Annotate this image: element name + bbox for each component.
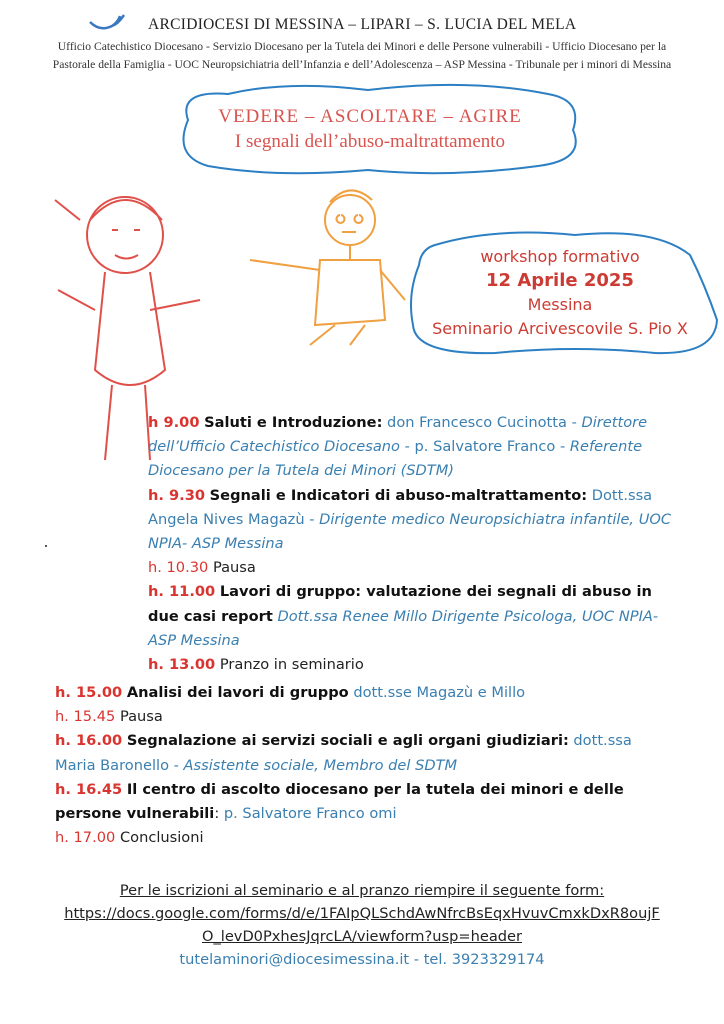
item-time: h 9.00 xyxy=(148,414,200,431)
program-afternoon xyxy=(55,681,665,850)
contact-info[interactable]: tutelaminori@diocesimessina.it - tel. 3923329174 xyxy=(179,951,545,968)
item-time: h. 17.00 xyxy=(55,829,116,847)
workshop-date: 12 Aprile 2025 xyxy=(486,270,634,291)
item-speaker: - p. Salvatore Franco - xyxy=(400,438,570,456)
item-time: h. 16.45 xyxy=(55,780,123,798)
item-time: h. 9.30 xyxy=(148,486,206,504)
program-item xyxy=(148,580,678,653)
item-text: Pausa xyxy=(208,559,256,577)
item-title: Il centro di ascolto diocesano per la tutela dei minori e delle persone vulnerabili xyxy=(55,780,624,823)
program-item xyxy=(55,826,665,850)
item-role: Direttore dell’Ufficio Catechistico Diocesano xyxy=(148,414,648,456)
item-text: Pausa xyxy=(115,708,163,726)
offices-line-1: Ufficio Catechistico Diocesano - Servizio Diocesano per la Tutela dei Minori e delle Persone vulnerabili - Ufficio Diocesano per la xyxy=(57,40,667,53)
program-item xyxy=(148,653,678,677)
item-title: Saluti e Introduzione: xyxy=(204,414,383,431)
workshop-city: Messina xyxy=(527,295,593,314)
program-item xyxy=(55,729,665,777)
item-speaker: Dott.ssa Angela Nives Magazù - xyxy=(148,486,653,528)
title-line-1: VEDERE – ASCOLTARE – AGIRE xyxy=(218,106,522,127)
item-speaker: dott.ssa Maria Baronello - xyxy=(55,732,632,774)
item-text: Conclusioni xyxy=(115,829,204,847)
workshop-label: workshop formativo xyxy=(480,247,640,266)
program-item xyxy=(148,484,678,557)
item-time: h. 16.00 xyxy=(55,732,123,750)
item-time: h. 15.00 xyxy=(55,684,123,701)
item-speaker: Dott.ssa Renee Millo Dirigente Psicologa, UOC NPIA- ASP Messina xyxy=(148,607,659,649)
item-title: Segnalazione ai servizi sociali e agli organi giudiziari: xyxy=(126,732,569,750)
registration-instructions: Per le iscrizioni al seminario e al pranzo riempire il seguente form: xyxy=(119,882,605,899)
dove-logo-icon xyxy=(88,12,128,34)
item-time: h. 10.30 xyxy=(148,559,209,577)
item-text: : xyxy=(214,805,220,823)
offices-list xyxy=(0,38,724,74)
program-item xyxy=(148,556,678,580)
item-time: h. 15.45 xyxy=(55,708,116,726)
form-link-line-1[interactable]: https://docs.google.com/forms/d/e/1FAIpQLSchdAwNfrcBsEqxHvuvCmxkDxR8oujF xyxy=(64,905,660,922)
program-item xyxy=(55,705,665,729)
program-item xyxy=(55,778,665,826)
workshop-venue: Seminario Arcivescovile S. Pio X xyxy=(432,319,688,338)
form-link-line-2[interactable]: O_levD0PxhesJqrcLA/viewform?usp=header xyxy=(201,928,522,945)
event-title xyxy=(170,104,570,154)
program-item xyxy=(148,411,678,484)
item-role: Assistente sociale, Membro del SDTM xyxy=(183,756,458,774)
stray-dot xyxy=(45,545,47,547)
registration-footer xyxy=(0,879,724,971)
item-time: h. 11.00 xyxy=(148,583,216,601)
offices-line-2: Pastorale della Famiglia - UOC Neuropsichiatria dell’Infanzia e dell’Adolescenza – ASP Messina - Tribunale per i minori di Messina xyxy=(52,58,672,71)
item-role: Referente Diocesano per la Tutela dei Minori (SDTM) xyxy=(148,438,643,480)
item-time: h. 13.00 xyxy=(148,656,216,674)
item-title: Segnali e Indicatori di abuso-maltrattamento: xyxy=(209,486,588,504)
organization-name: ARCIDIOCESI DI MESSINA – LIPARI – S. LUCIA DEL MELA xyxy=(148,16,577,33)
item-speaker: p. Salvatore Franco omi xyxy=(219,805,397,823)
item-text: Pranzo in seminario xyxy=(215,656,364,674)
item-title: Lavori di gruppo: valutazione dei segnali di abuso in due casi report xyxy=(148,583,652,625)
item-role: Dirigente medico Neuropsichiatra infantile, UOC NPIA- ASP Messina xyxy=(148,510,672,553)
program-morning xyxy=(148,411,678,677)
workshop-info xyxy=(410,245,710,341)
item-speaker: dott.sse Magazù e Millo xyxy=(348,684,526,701)
program-item xyxy=(55,681,665,705)
item-speaker: don Francesco Cucinotta - xyxy=(382,414,582,431)
item-title: Analisi dei lavori di gruppo xyxy=(126,684,349,701)
title-line-2: I segnali dell’abuso-maltrattamento xyxy=(234,131,506,152)
